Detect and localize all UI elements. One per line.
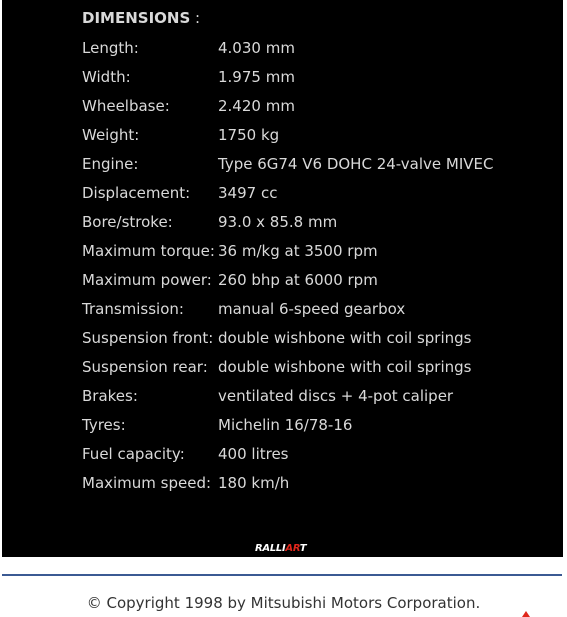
spec-row-displacement [82, 178, 493, 207]
spec-table [82, 33, 493, 497]
spec-label: Maximum power: [82, 270, 212, 289]
spec-row-suspension-rear [82, 352, 493, 381]
spec-row-bore-stroke [82, 207, 493, 236]
spec-label: Length: [82, 38, 139, 57]
spec-value: 400 litres [218, 444, 289, 463]
spec-row-maximum-torque [82, 236, 493, 265]
spec-value: 260 bhp at 6000 rpm [218, 270, 378, 289]
spec-value: double wishbone with coil springs [218, 357, 472, 376]
spec-row-width [82, 62, 493, 91]
spec-value: 4.030 mm [218, 38, 295, 57]
copyright-notice: © Copyright 1998 by Mitsubishi Motors Corporation. [86, 594, 481, 612]
spec-row-fuel-capacity [82, 439, 493, 468]
triangle-icon [522, 611, 530, 617]
spec-value: 36 m/kg at 3500 rpm [218, 241, 378, 260]
spec-row-maximum-power [82, 265, 493, 294]
spec-label: Tyres: [82, 415, 126, 434]
spec-row-maximum-speed [82, 468, 493, 497]
spec-row-length [82, 33, 493, 62]
ralliart-logo[interactable] [255, 542, 311, 555]
spec-row-tyres [82, 410, 493, 439]
spec-label: Suspension rear: [82, 357, 208, 376]
footer-divider [2, 574, 562, 576]
spec-value: manual 6-speed gearbox [218, 299, 406, 318]
spec-row-brakes [82, 381, 493, 410]
logo-text-right: T [299, 543, 307, 554]
spec-value: ventilated discs + 4-pot caliper [218, 386, 454, 405]
spec-value: 1750 kg [218, 125, 280, 144]
spec-label: Engine: [82, 154, 139, 173]
spec-value: 3497 cc [218, 183, 278, 202]
spec-value: 93.0 x 85.8 mm [218, 212, 338, 231]
spec-label: Maximum speed: [82, 473, 212, 492]
spec-label: Brakes: [82, 386, 138, 405]
spec-value: Type 6G74 V6 DOHC 24-valve MIVEC [218, 154, 494, 173]
spec-label: Fuel capacity: [82, 444, 185, 463]
spec-label: Maximum torque: [82, 241, 215, 260]
spec-value: double wishbone with coil springs [218, 328, 472, 347]
spec-row-engine [82, 149, 493, 178]
spec-row-suspension-front [82, 323, 493, 352]
logo-text-left: RALLI [255, 543, 286, 554]
spec-label: Bore/stroke: [82, 212, 173, 231]
heading-colon: : [190, 9, 201, 27]
spec-row-wheelbase [82, 91, 493, 120]
spec-row-weight [82, 120, 493, 149]
spec-label: Displacement: [82, 183, 191, 202]
section-heading [82, 9, 200, 27]
spec-label: Transmission: [82, 299, 184, 318]
spec-value: 1.975 mm [218, 67, 295, 86]
spec-label: Weight: [82, 125, 140, 144]
spec-value: Michelin 16/78-16 [218, 415, 353, 434]
spec-label: Width: [82, 67, 131, 86]
spec-row-transmission [82, 294, 493, 323]
logo-text-accent: AR [285, 543, 300, 554]
spec-label: Suspension front: [82, 328, 214, 347]
spec-label: Wheelbase: [82, 96, 170, 115]
spec-value: 180 km/h [218, 473, 290, 492]
spec-value: 2.420 mm [218, 96, 295, 115]
spec-panel [2, 0, 563, 557]
heading-title: DIMENSIONS [82, 9, 191, 27]
